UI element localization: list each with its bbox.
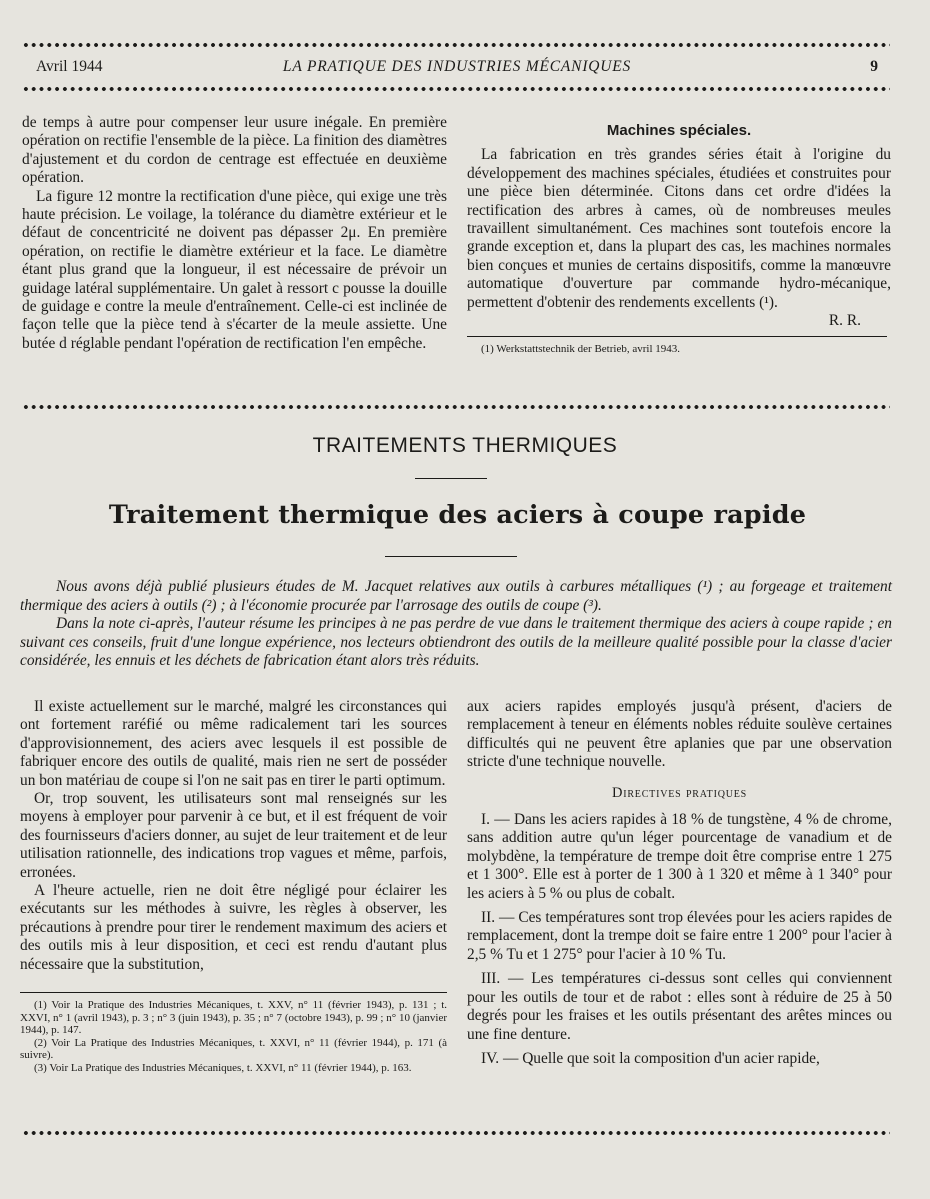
footnote-text: (3) Voir La Pratique des Industries Mécaniques, t. XXVI, n° 11 (février 1944), p. 163. (34, 1062, 412, 1075)
paragraph: aux aciers rapides employés jusqu'à présent, d'aciers de remplacement à teneur en éléments nobles réduite soulève certaines difficultés qui ne peuvent être aplanies que par une observation stricte d'une technique nouvelle. (467, 698, 892, 771)
article-title: Traitement thermique des aciers à coupe rapide (108, 500, 807, 530)
paragraph: La figure 12 montre la rectification d'une pièce, qui exige une très haute précision. Le voilage, la tolérance du diamètre extérieur et le défaut de concentricité ne doivent pas dépasser 2μ. En première opération, on rectifie le diamètre extérieur et la face. Le diamètre étant plus grand que la longueur, il est nécessaire de prévoir un guidage latéral supplémentaire. Un galet à ressort c pousse la douille de guidage e contre la meule d'entraînement. Celle-ci est inclinée de façon telle que la pièce tend à s'écarter de la meule assiette. Une butée d réglable pendant l'opération de rectification l'en empêche. (22, 187, 447, 352)
footnotes (20, 999, 447, 1075)
footnote-rule (467, 336, 887, 337)
header-date: Avril 1944 (36, 58, 103, 75)
footnote-text: (1) Werkstattstechnik der Betrieb, avril 1943. (481, 343, 680, 356)
header-journal-title: LA PRATIQUE DES INDUSTRIES MÉCANIQUES (282, 58, 632, 75)
paragraph: de temps à autre pour compenser leur usure inégale. En première opération on rectifie l'ensemble de la pièce. La finition des diamètres d'ajustement et du cordon de centrage est effectuée en deuxième opération. (22, 114, 447, 187)
title-underline (385, 556, 517, 557)
footer-rule (22, 1130, 890, 1136)
body-left-column (20, 698, 447, 1075)
intro-paragraph: Dans la note ci-après, l'auteur résume les principes à ne pas perdre de vue dans le traitement thermique des aciers à coupe rapide ; en suivant ces conseils, fruit d'une longue expérience, nos lecteurs obtiendront des outils de la meilleure qualité possible pour la classe d'acier considérée, les ennuis et les déchets de fabrication étant alors très réduits. (20, 615, 892, 670)
section-heading: TRAITEMENTS THERMIQUES (312, 434, 618, 457)
header-rule-top (22, 42, 890, 48)
paragraph: Il existe actuellement sur le marché, malgré les circonstances qui ont fortement raréfié ou même radicalement tari les sources d'approvisionnement, des aciers avec lesquels il est possible de fabriquer encore des outils de qualité, mais rien ne sert de posséder un bon matériau de coupe si l'on ne sait pas en tirer le parti optimum. (20, 698, 447, 789)
intro-paragraph: Nous avons déjà publié plusieurs études de M. Jacquet relatives aux outils à carbures métalliques (¹) ; au forgeage et traitement thermique des aciers à outils (²) ; à l'économie procurée par l'arrosage des outils de coupe (³). (20, 578, 892, 614)
header-rule-bottom (22, 86, 890, 92)
section-subheading: Machines spéciales. (606, 122, 752, 139)
list-item: III. — Les températures ci-dessus sont celles qui conviennent pour les outils de tour et de rabot : elles sont à réduire de 25 à 50 degrés pour les fraises et les outils présentant des arêtes minces ou une fine denture. (467, 970, 892, 1043)
list-item: IV. — Quelle que soit la composition d'un acier rapide, (481, 1049, 820, 1067)
page-number: 9 (870, 58, 878, 75)
section-heading-underline (415, 478, 487, 479)
subsection-heading: Directives pratiques (611, 784, 748, 801)
article-introduction (20, 578, 892, 671)
section-divider-rule (22, 404, 890, 410)
footnote-text: (2) Voir La Pratique des Industries Mécaniques, t. XXVI, n° 11 (février 1944), p. 171 (à suivre). (20, 1036, 447, 1062)
body-right-column (467, 698, 892, 1068)
top-left-column (22, 114, 447, 353)
list-item: I. — Dans les aciers rapides à 18 % de tungstène, 4 % de chrome, sans addition autre qu'un léger pourcentage de vanadium et de molybdène, la température de trempe doit être comprise entre 1 275 et 1 300°. Elle est à porter de 1 300 à 1 320 et même à 1 340° pour les aciers à 5 % ou plus de cobalt. (467, 811, 892, 902)
footnote-text: (1) Voir la Pratique des Industries Mécaniques, t. XXV, n° 11 (février 1943), p. 131 ; t. XXVI, n° 1 (avril 1943), p. 3 ; n° 3 (juin 1943), p. 35 ; n° 7 (octobre 1943), p. 99 ; n° 10 (janvier 1944), p. 147. (20, 999, 447, 1037)
list-item: II. — Ces températures sont trop élevées pour les aciers rapides de remplacement, dont la trempe doit se faire entre 1 200° pour l'acier à 2,5 % Tu et 1 275° pour l'acier à 10 % Tu. (467, 909, 892, 963)
top-right-column (467, 114, 891, 356)
footnote-rule (20, 992, 447, 993)
author-signature: R. R. (828, 312, 861, 330)
running-header (36, 58, 878, 80)
footnote (467, 343, 891, 356)
paragraph: Or, trop souvent, les utilisateurs sont mal renseignés sur les moyens à employer pour parvenir à ce but, et il est fréquent de voir des fournisseurs d'aciers donner, au sujet de leur traitement et de leur utilisation rationnelle, des indications trop vagues et même, parfois, erronées. (20, 790, 447, 881)
paragraph: La fabrication en très grandes séries était à l'origine du développement des machines spéciales, étudiées et construites pour une pièce bien déterminée. Citons dans cet ordre d'idées la rectification des arbres à cames, où de nombreuses meules travaillent simultanément. Ces machines sont toutefois encore la grande exception et, dans la plupart des cas, les machines normales bien conçues et munies de certains dispositifs, comme la manœuvre automatique d'ouverture par commande hydro-mécanique, permettent d'obtenir des rendements excellents (¹). (467, 146, 891, 311)
paragraph: A l'heure actuelle, rien ne doit être négligé pour éclairer les exécutants sur les méthodes à suivre, les règles à observer, les précautions à prendre pour tirer le rendement maximum des aciers et des outils mis à leur disposition, et ceci est rendu d'autant plus nécessaire que la substitution, (20, 882, 447, 973)
